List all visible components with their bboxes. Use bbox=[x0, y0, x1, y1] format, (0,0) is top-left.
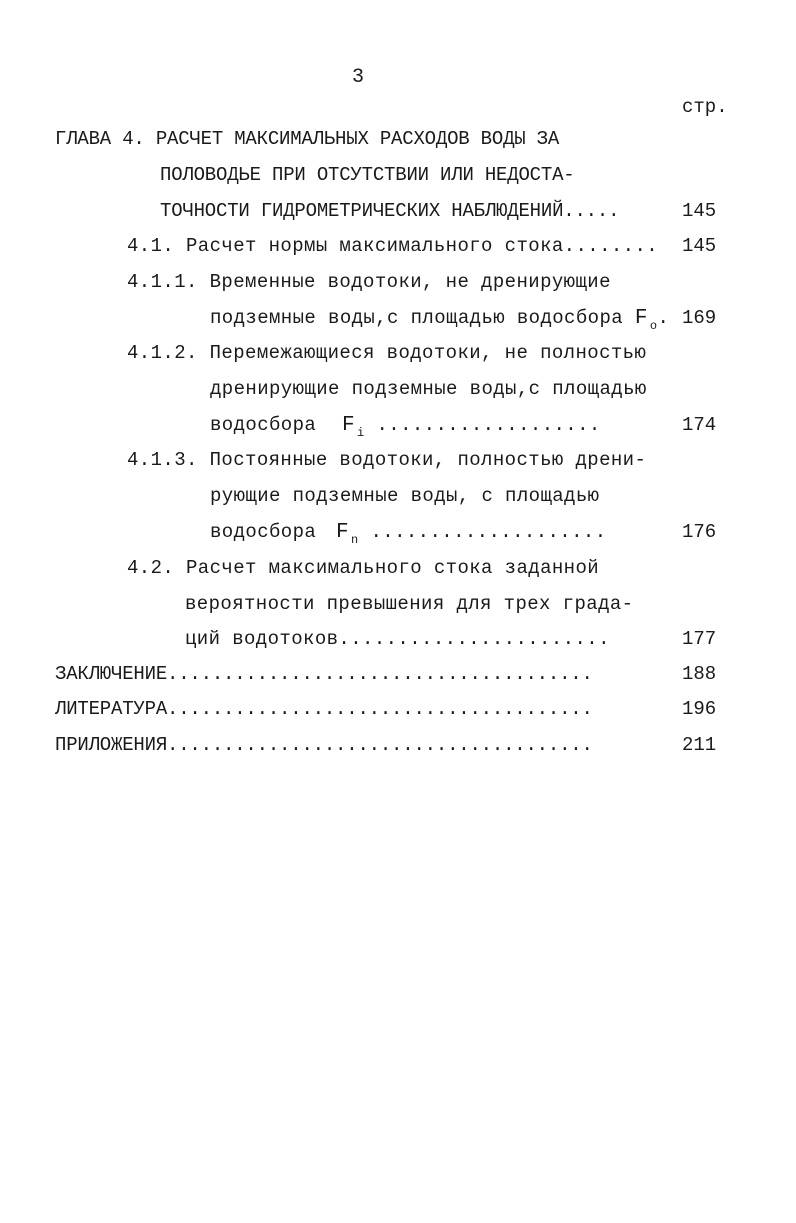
toc-leader: . bbox=[657, 307, 670, 329]
toc-page-number: 211 bbox=[682, 734, 717, 756]
page-number: 3 bbox=[352, 66, 365, 89]
toc-page-number: 196 bbox=[682, 698, 717, 720]
toc-line-text: подземные воды,с площадью водосбора bbox=[210, 307, 624, 329]
toc-line: ТОЧНОСТИ ГИДРОМЕТРИЧЕСКИХ НАБЛЮДЕНИЙ..... bbox=[160, 200, 620, 222]
toc-page-number: 145 bbox=[682, 200, 717, 222]
toc-line: ЛИТЕРАТУРА...................................... bbox=[55, 698, 593, 720]
toc-page-number: 188 bbox=[682, 663, 717, 685]
area-subscript: о bbox=[649, 319, 658, 333]
area-symbol: F bbox=[336, 521, 350, 544]
toc-line bbox=[210, 306, 669, 332]
toc-line: ПОЛОВОДЬЕ ПРИ ОТСУТСТВИИ ИЛИ НЕДОСТА- bbox=[160, 164, 575, 186]
toc-line bbox=[210, 520, 607, 546]
toc-leader: ................... bbox=[376, 414, 601, 436]
page-column-label: стр. bbox=[682, 96, 728, 118]
toc-line bbox=[210, 413, 601, 439]
toc-line: 4.1.2. Перемежающиеся водотоки, не полностью bbox=[127, 342, 647, 364]
toc-line: дренирующие подземные воды,с площадью bbox=[210, 378, 647, 400]
toc-leader: .................... bbox=[370, 521, 607, 543]
area-symbol: F bbox=[634, 307, 648, 330]
toc-page-number: 177 bbox=[682, 628, 717, 650]
toc-page-number: 145 bbox=[682, 235, 717, 257]
toc-line: 4.1.3. Постоянные водотоки, полностью дрени- bbox=[127, 449, 647, 471]
toc-line: 4.2. Расчет максимального стока заданной bbox=[127, 557, 600, 579]
area-symbol: F bbox=[342, 414, 356, 437]
area-subscript: n bbox=[351, 533, 359, 547]
toc-line-text: водосбора bbox=[210, 521, 317, 543]
toc-page-number: 174 bbox=[682, 414, 717, 436]
toc-line: 4.1.1. Временные водотоки, не дренирующие bbox=[127, 271, 611, 293]
toc-line: рующие подземные воды, с площадью bbox=[210, 485, 600, 507]
toc-page-number: 176 bbox=[682, 521, 717, 543]
toc-page-number: 169 bbox=[682, 307, 717, 329]
toc-line: ГЛАВА 4. РАСЧЕТ МАКСИМАЛЬНЫХ РАСХОДОВ ВОДЫ ЗА bbox=[55, 128, 560, 150]
area-subscript: i bbox=[357, 426, 365, 440]
toc-line: ций водотоков....................... bbox=[185, 628, 610, 650]
toc-line: ЗАКЛЮЧЕНИЕ...................................... bbox=[55, 663, 593, 685]
toc-line-text: водосбора bbox=[210, 414, 317, 436]
toc-line: ПРИЛОЖЕНИЯ...................................... bbox=[55, 734, 593, 756]
toc-line: вероятности превышения для трех града- bbox=[185, 593, 634, 615]
toc-line: 4.1. Расчет нормы максимального стока........ bbox=[127, 235, 659, 257]
